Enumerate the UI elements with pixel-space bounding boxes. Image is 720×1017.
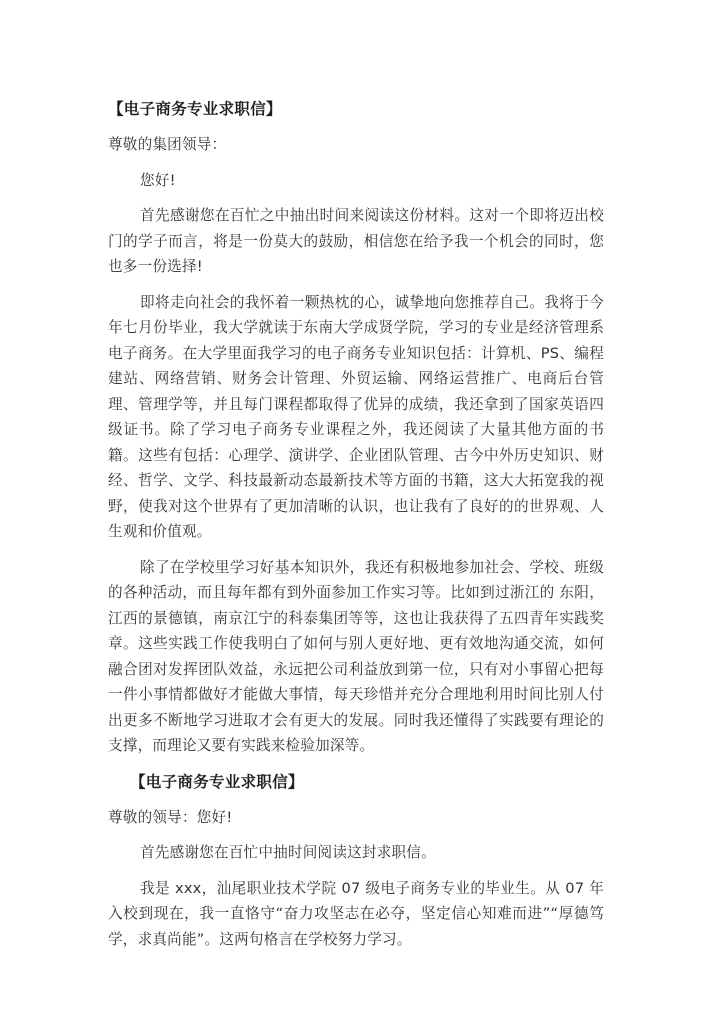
section1-salutation: 尊敬的集团领导： [108,136,227,153]
section1-paragraph: 即将走向社会的我怀着一颗热枕的心，诚挚地向您推荐自己。我将于今年七月份毕业，我大学就读于东南大学成贤学院，学习的专业是经济管理系电子商务。在大学里面我学习的电子商务专业知识包括：计算机、PS、编程建站、网络营销、财务会计管理、外贸运输、网络运营推广、电商后台管理、管理学等，并且每门课程都取得了优异的成绩，我还拿到了国家英语四级证书。除了学习电子商务专业课程之外，我还阅读了大量其他方面的书籍。这些有包括：心理学、演讲学、企业团队管理、古今中外历史知识、财经、哲学、文学、科技最新动态最新技术等方面的书籍，这大大拓宽我的视野，使我对这个世界有了更加清晰的认识，也让我有了良好的的世界观、人生观和价值观。 [108,293,604,540]
section1-paragraph: 首先感谢您在百忙之中抽出时间来阅读这份材料。这对一个即将迈出校门的学子而言，将是一份莫大的鼓励，相信您在给予我一个机会的同时，您也多一份选择! [108,207,604,275]
section2-paragraph: 首先感谢您在百忙中抽时间阅读这封求职信。 [140,844,436,861]
section1-greeting: 您好! [140,171,176,189]
section1-title: 【电子商务专业求职信】 [108,100,282,118]
section1-paragraph: 除了在学校里学习好基本知识外，我还有积极地参加社会、学校、班级的各种活动，而且每年都有到外面参加工作实习等。比如到过浙江的 东阳，江西的景德镇，南京江宁的科泰集团等等，这也让我获得了五四青年实践奖章。这些实践工作使我明白了如何与别人更好地、更有效地沟通交流，如何融合团对发挥团队效益，永远把公司利益放到第一位，只有对小事留心把每一件小事情都做好才能做大事情，每天珍惜并充分合理地利用时间比别人付出更多不断地学习进取才会有更大的发展。同时我还懂得了实践要有理论的支撑，而理论又要有实践来检验加深等。 [108,558,604,754]
section2-paragraph: 我是 xxx，汕尾职业技术学院 07 级电子商务专业的毕业生。从 07 年入校到现在，我一直恪守“奋力攻坚志在必夺，坚定信心知难而进”“厚德笃学，求真尚能”。这两句格言在学校努力学习。 [108,879,604,948]
section2-salutation: 尊敬的领导：您好! [108,808,233,826]
document-page [108,96,604,962]
section2-title: 【电子商务专业求职信】 [130,772,304,791]
